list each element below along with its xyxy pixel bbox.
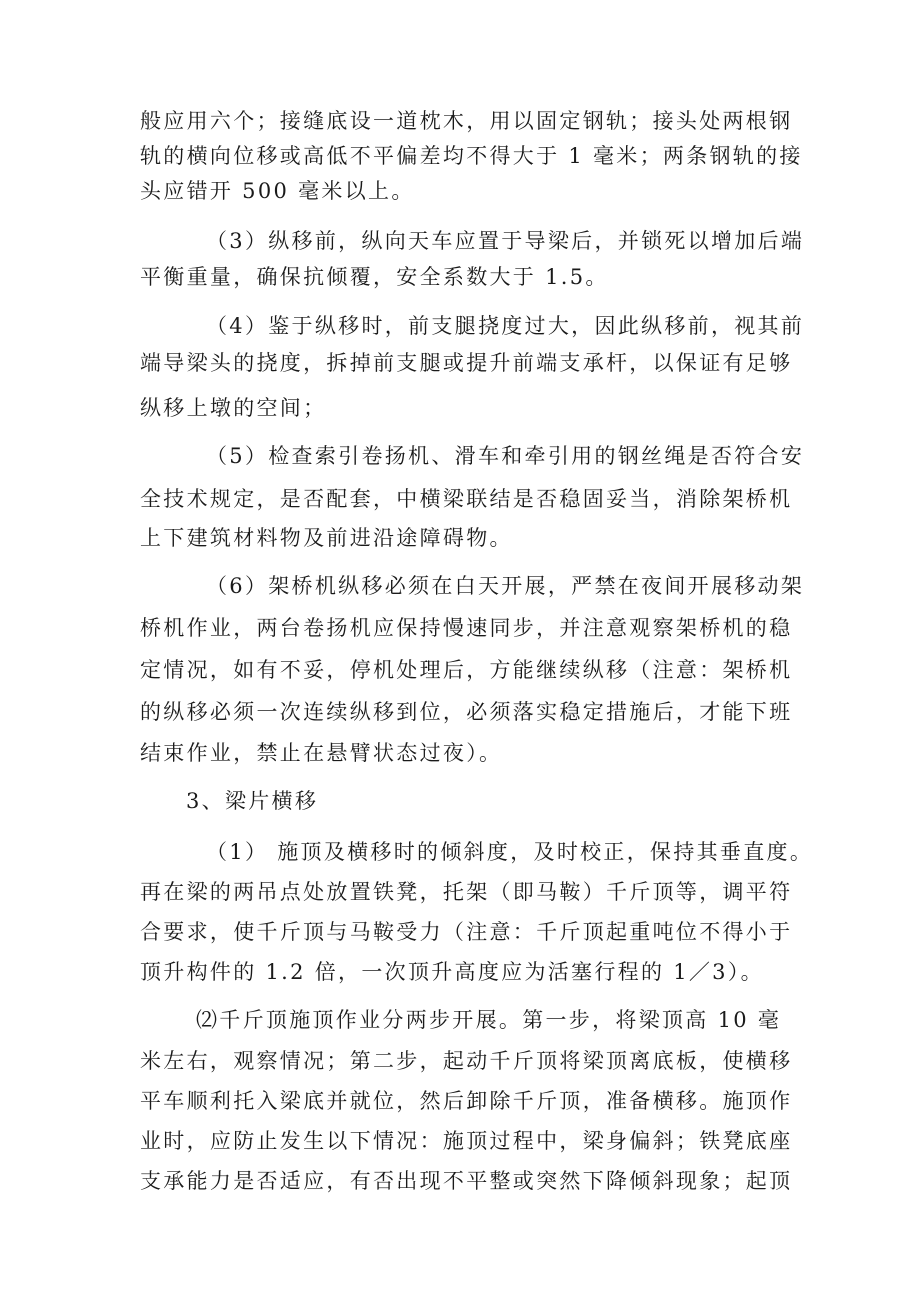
text-line: 平车顺利托入梁底并就位，然后卸除千斤顶，准备横移。施顶作 — [140, 1089, 793, 1113]
text-line: 定情况，如有不妥，停机处理后，方能继续纵移（注意：架桥机 — [140, 658, 793, 682]
text-line: 桥机作业，两台卷扬机应保持慢速同步，并注意观察架桥机的稳 — [140, 616, 793, 640]
section-heading: 3、梁片横移 — [186, 789, 319, 813]
text-line: 顶升构件的 1.2 倍，一次顶升高度应为活塞行程的 1／3）。 — [140, 960, 764, 984]
text-line: 般应用六个；接缝底设一道枕木，用以固定钢轨；接头处两根钢 — [140, 109, 793, 133]
text-line: （5）检查索引卷扬机、滑车和牵引用的钢丝绳是否符合安 — [206, 444, 805, 468]
text-line: 支承能力是否适应，有否出现不平整或突然下降倾斜现象；起顶 — [140, 1169, 793, 1193]
text-line: 轨的横向位移或高低不平偏差均不得大于 1 毫米；两条钢轨的接 — [140, 144, 803, 168]
text-line: 的纵移必须一次连续纵移到位，必须落实稳定措施后，才能下班 — [140, 700, 793, 724]
text-line: 业时，应防止发生以下情况：施顶过程中，梁身偏斜；铁凳底座 — [140, 1129, 793, 1153]
text-line: 再在梁的两吊点处放置铁凳，托架（即马鞍）千斤顶等，调平符 — [140, 880, 793, 904]
text-line: 头应错开 500 毫米以上。 — [140, 179, 415, 203]
text-line: 米左右，观察情况；第二步，起动千斤顶将梁顶离底板，使横移 — [140, 1049, 793, 1073]
text-line: （4）鉴于纵移时，前支腿挠度过大，因此纵移前，视其前 — [206, 314, 805, 338]
text-line: （6）架桥机纵移必须在白天开展，严禁在夜间开展移动架 — [206, 574, 805, 598]
text-line: 上下建筑材料物及前进沿途障碍物。 — [140, 526, 513, 550]
text-line: 平衡重量，确保抗倾覆，安全系数大于 1.5。 — [140, 265, 609, 289]
text-line: （1） 施顶及横移时的倾斜度，及时校正，保持其垂直度。 — [206, 840, 814, 864]
text-line: ⑵千斤顶施顶作业分两步开展。第一步，将梁顶高 10 毫 — [196, 1008, 782, 1032]
text-line: （3）纵移前，纵向天车应置于导梁后，并锁死以增加后端 — [206, 229, 805, 253]
text-line: 结束作业，禁止在悬臂状态过夜）。 — [140, 741, 503, 765]
text-line: 端导梁头的挠度，拆掉前支腿或提升前端支承杆，以保证有足够 — [140, 351, 793, 375]
text-line: 纵移上墩的空间； — [140, 396, 327, 420]
text-line: 合要求，使千斤顶与马鞍受力（注意：千斤顶起重吨位不得小于 — [140, 920, 793, 944]
text-line: 全技术规定，是否配套，中横梁联结是否稳固妥当，消除架桥机 — [140, 487, 793, 511]
